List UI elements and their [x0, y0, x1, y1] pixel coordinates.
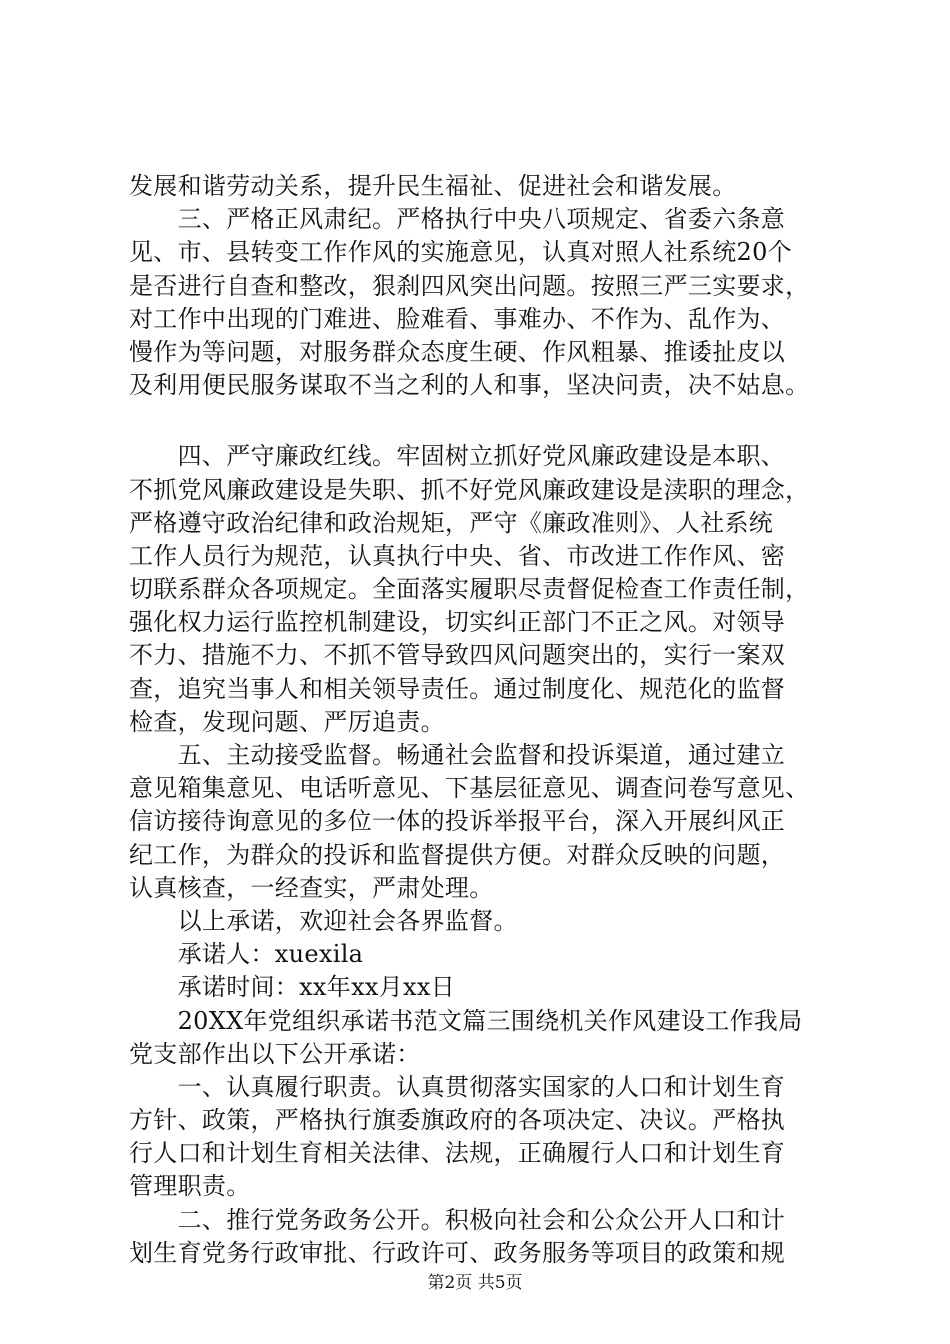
text-line: 以上承诺，欢迎社会各界监督。: [129, 906, 518, 935]
text-line: 五、主动接受监督。畅通社会监督和投诉渠道，通过建立: [129, 741, 786, 769]
text-line: 强化权力运行监控机制建设，切实纠正部门不正之风。对领导: [129, 608, 786, 637]
document-body: [129, 170, 829, 1270]
text-line: 慢作为等问题，对服务群众态度生硬、作风粗暴、推诿扯皮以: [129, 337, 786, 366]
paragraph-gap: [129, 402, 829, 440]
text-line: 工作人员行为规范，认真执行中央、省、市改进工作作风、密: [129, 541, 786, 570]
text-line: 二、推行党务政务公开。积极向社会和公众公开人口和计: [129, 1205, 786, 1234]
text-line: 划生育党务行政审批、行政许可、政务服务等项目的政策和规: [129, 1238, 786, 1267]
text-line: 纪工作，为群众的投诉和监督提供方便。对群众反映的问题，: [129, 840, 786, 869]
text-line: 承诺人：xuexila: [129, 940, 364, 969]
paragraph-group-1: [129, 170, 829, 402]
text-line: 及利用便民服务谋取不当之利的人和事，坚决问责，决不姑息。: [129, 371, 810, 400]
paragraph-group-2: [129, 440, 829, 1270]
text-line: 切联系群众各项规定。全面落实履职尽责督促检查工作责任制，: [129, 575, 810, 604]
text-line: 方针、政策，严格执行旗委旗政府的各项决定、决议。严格执: [129, 1106, 786, 1135]
text-line: 行人口和计划生育相关法律、法规，正确履行人口和计划生育: [129, 1139, 786, 1168]
text-line: 承诺时间：xx年xx月xx日: [129, 973, 456, 1002]
text-line: 意见箱集意见、电话听意见、下基层征意见、调查问卷写意见、: [129, 774, 810, 803]
text-line: 检查，发现问题、严厉追责。: [129, 707, 445, 736]
text-line: 三、严格正风肃纪。严格执行中央八项规定、省委六条意: [129, 205, 786, 234]
text-line: 对工作中出现的门难进、脸难看、事难办、不作为、乱作为、: [129, 304, 786, 333]
text-line: 不力、措施不力、不抓不管导致四风问题突出的，实行一案双: [129, 641, 786, 670]
text-line: 一、认真履行职责。认真贯彻落实国家的人口和计划生育: [129, 1072, 786, 1101]
text-line: 党支部作出以下公开承诺：: [129, 1039, 421, 1068]
text-line: 严格遵守政治纪律和政治规矩，严守《廉政准则》、人社系统: [129, 508, 774, 537]
text-line: 不抓党风廉政建设是失职、抓不好党风廉政建设是渎职的理念，: [129, 475, 810, 504]
text-line: 四、严守廉政红线。牢固树立抓好党风廉政建设是本职、: [129, 442, 786, 471]
text-line: 信访接待询意见的多位一体的投诉举报平台，深入开展纠风正: [129, 807, 786, 836]
text-line: 发展和谐劳动关系，提升民生福祉、促进社会和谐发展。: [129, 172, 737, 200]
text-line: 认真核查，一经查实，严肃处理。: [129, 873, 494, 902]
text-line: 见、市、县转变工作作风的实施意见，认真对照人社系统20个: [129, 238, 792, 267]
page-footer: 第2页 共5页: [427, 1273, 523, 1293]
text-line: 20XX年党组织承诺书范文篇三围绕机关作风建设工作我局: [129, 1006, 803, 1035]
text-line: 管理职责。: [129, 1172, 251, 1201]
text-line: 是否进行自查和整改，狠刹四风突出问题。按照三严三实要求，: [129, 271, 810, 300]
text-line: 查，追究当事人和相关领导责任。通过制度化、规范化的监督: [129, 674, 786, 703]
